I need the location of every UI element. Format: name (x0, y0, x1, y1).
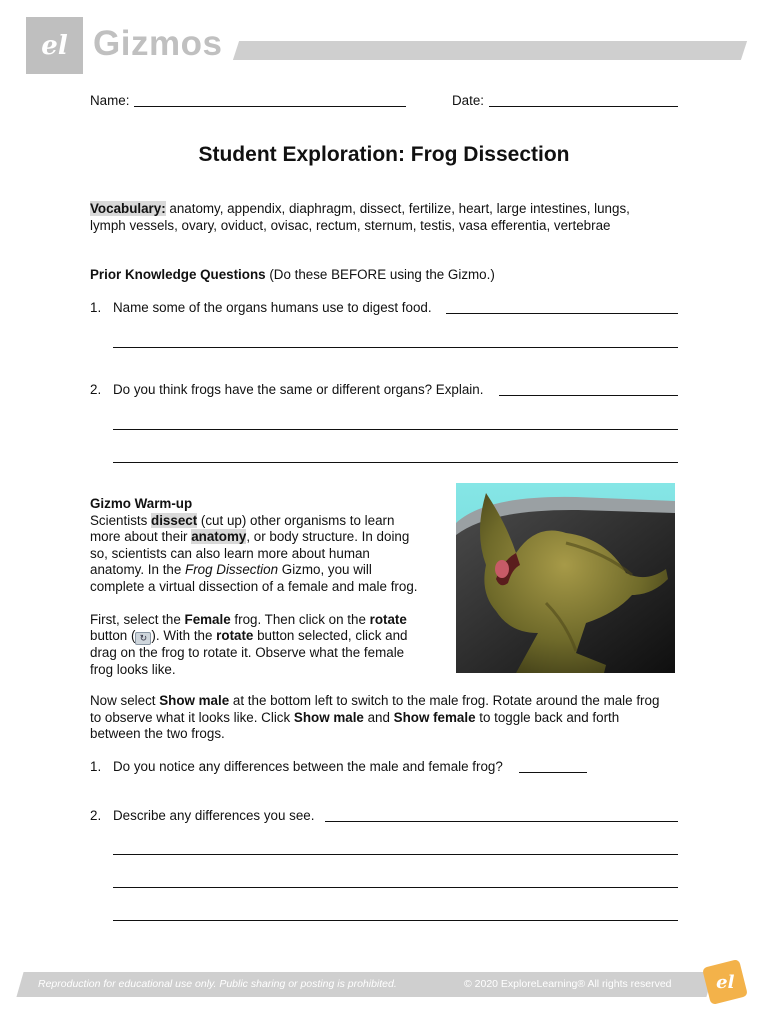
warmup-q2-answer-line[interactable] (113, 854, 678, 855)
prior-q1-answer-line[interactable] (113, 347, 678, 348)
warmup-q2-text: Describe any differences you see. (113, 808, 315, 823)
footer-copyright: © 2020 ExploreLearning® All rights reserved (464, 978, 672, 990)
warmup-q2-number: 2. (90, 808, 102, 823)
brand-title: Gizmos (93, 24, 223, 63)
logo-mark: el (41, 30, 68, 61)
vocabulary-label: Vocabulary: (90, 201, 166, 216)
vocabulary: Vocabulary: anatomy, appendix, diaphragm, dissect, fertilize, heart, large intestines, lungs, lymph vessels, ovary, oviduct, ovisac, rectum, sternum, testis, vasa efferentia, vertebrae (90, 201, 630, 233)
warmup-section: Gizmo Warm-up Scientists dissect (cut up) other organisms to learn more about their anatomy, or body structure. In doing so, scientists can also learn more about human anatomy. In the Frog Dissection Gizmo, you will complete a virtual dissection of a female and male frog. First, select the Female frog. Then click on the rotate button ( ↻ ). With the rotate button selected, click and drag on the frog to rotate it. Observe what the female frog looks like. (90, 496, 418, 677)
term-anatomy: anatomy (191, 529, 247, 544)
warmup-q1-number: 1. (90, 759, 102, 774)
page-title: Student Exploration: Frog Dissection (198, 143, 570, 166)
warmup-instructions: Now select Show male at the bottom left to switch to the male frog. Rotate around the male frog to observe what it looks like. Click Show male and Show female to toggle back and forth between the two frogs. (90, 693, 660, 741)
explorelearning-logo (26, 17, 83, 74)
warmup-q2-answer-line[interactable] (113, 920, 678, 921)
warmup-q1-answer-line[interactable] (519, 772, 587, 773)
name-label: Name: (90, 93, 130, 108)
date-field[interactable] (489, 106, 678, 107)
footer-logo-mark: el (715, 971, 735, 993)
warmup-q2-answer-line[interactable] (325, 821, 678, 822)
frog-3d-image (456, 483, 675, 673)
prior-q2-text: Do you think frogs have the same or different organs? Explain. (113, 382, 484, 397)
rotate-icon: ↻ (135, 632, 151, 645)
warmup-q2-answer-line[interactable] (113, 887, 678, 888)
prior-q2-answer-line[interactable] (499, 395, 678, 396)
warmup-heading: Gizmo Warm-up (90, 496, 193, 511)
term-dissect: dissect (151, 512, 198, 528)
prior-q2-answer-line[interactable] (113, 462, 678, 463)
prior-knowledge-heading: Prior Knowledge Questions (Do these BEFORE using the Gizmo.) (90, 267, 495, 282)
name-field[interactable] (134, 106, 406, 107)
header-bar (233, 41, 747, 60)
prior-q2-number: 2. (90, 382, 102, 397)
date-label: Date: (452, 93, 485, 108)
prior-q2-answer-line[interactable] (113, 429, 678, 430)
prior-q1-number: 1. (90, 300, 102, 315)
prior-q1-answer-line[interactable] (446, 313, 678, 314)
footer-logo (702, 959, 748, 1005)
footer-disclaimer: Reproduction for educational use only. Public sharing or posting is prohibited. (38, 978, 397, 990)
prior-q1-text: Name some of the organs humans use to digest food. (113, 300, 432, 315)
warmup-q1-text: Do you notice any differences between the male and female frog? (113, 759, 503, 774)
